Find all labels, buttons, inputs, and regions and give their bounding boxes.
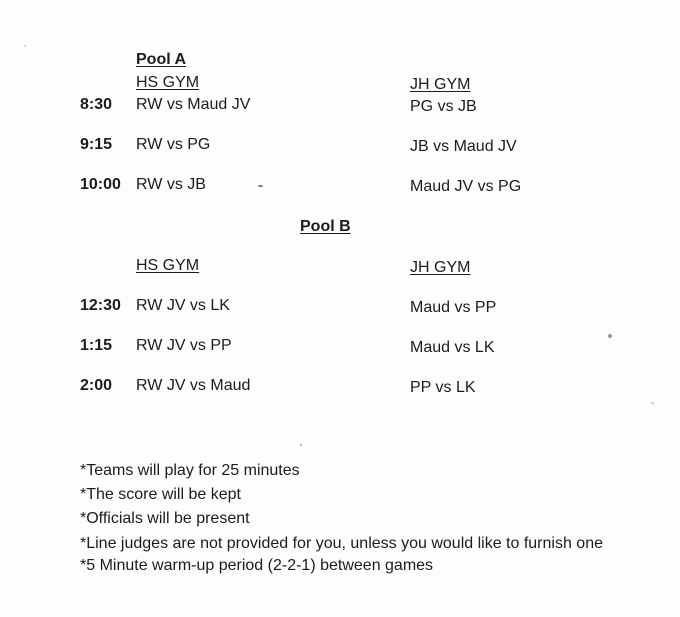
pool-a-time: 9:15 [80,136,113,153]
scan-speck [24,45,26,47]
pool-a-time: 10:00 [80,176,121,193]
note-line: *The score will be kept [80,486,241,503]
scan-speck [300,444,302,446]
pool-b-time: 12:30 [80,297,121,314]
pool-a-hs-game: RW vs JB [136,176,206,193]
note-line: *5 Minute warm-up period (2-2-1) between games [80,557,434,574]
pool-a-hs-gym-header: HS GYM [136,74,200,91]
pool-a-time: 8:30 [80,96,113,113]
scan-speck [258,185,263,187]
note-line: *Line judges are not provided for you, unless you would like to furnish one [80,535,603,552]
pool-b-hs-game: RW JV vs LK [136,297,230,314]
scan-speck [651,402,654,404]
pool-a-jh-game: JB vs Maud JV [410,138,517,155]
pool-b-hs-game: RW JV vs PP [136,337,232,354]
pool-a-jh-game: PG vs JB [410,98,477,115]
pool-b-jh-gym-header: JH GYM [410,259,471,276]
pool-b-title: Pool B [300,218,351,235]
pool-b-jh-game: PP vs LK [410,379,476,396]
scan-speck [608,334,612,338]
pool-a-jh-gym-header: JH GYM [410,76,471,93]
pool-b-hs-gym-header: HS GYM [136,257,200,274]
pool-a-hs-game: RW vs PG [136,136,211,153]
pool-a-jh-game: Maud JV vs PG [410,178,522,195]
pool-b-hs-game: RW JV vs Maud [136,377,251,394]
pool-a-hs-game: RW vs Maud JV [136,96,251,113]
note-line: *Officials will be present [80,510,250,527]
note-line: *Teams will play for 25 minutes [80,462,300,479]
pool-b-time: 1:15 [80,337,113,354]
pool-a-title: Pool A [136,51,187,68]
pool-b-time: 2:00 [80,377,113,394]
pool-b-jh-game: Maud vs PP [410,299,497,316]
pool-b-jh-game: Maud vs LK [410,339,495,356]
